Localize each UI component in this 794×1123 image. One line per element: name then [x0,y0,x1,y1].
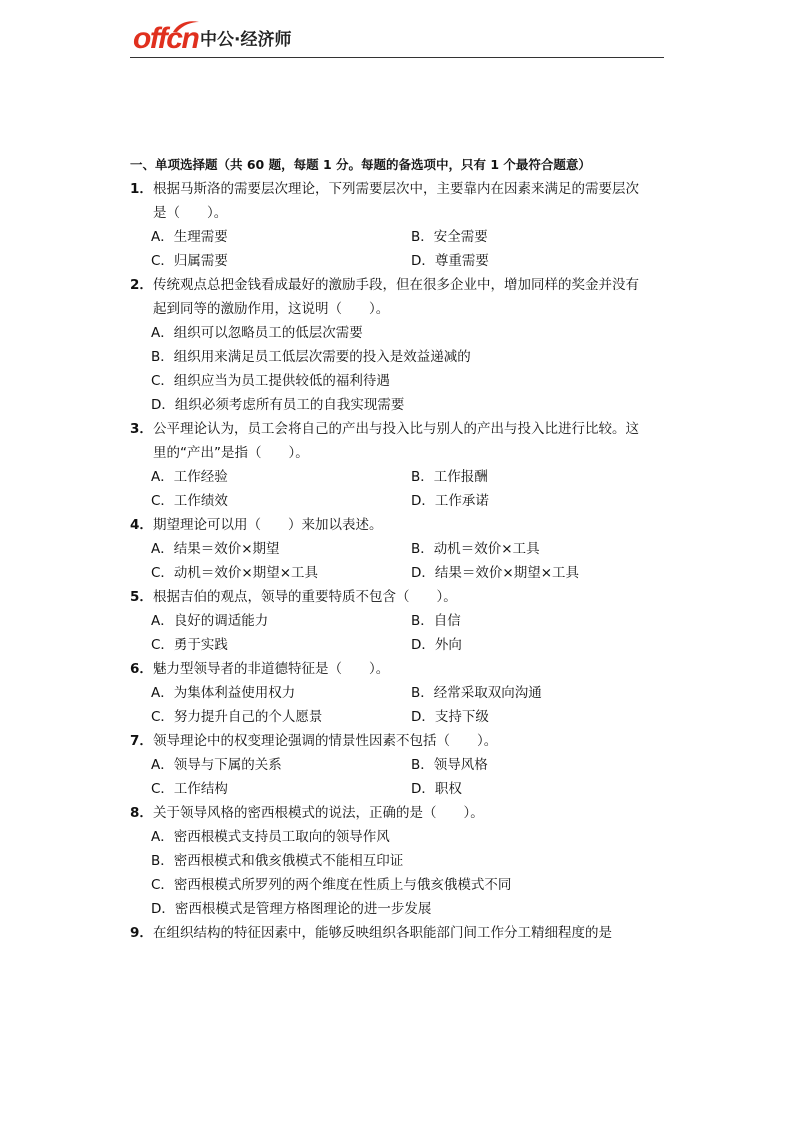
question [130,801,670,921]
question [130,921,670,945]
option: B．组织用来满足员工低层次需要的投入是效益递减的 [151,349,471,365]
question [130,417,670,513]
question-number: 8． [130,805,153,821]
question-text: 里的“产出”是指（ ）。 [153,445,309,461]
option: C．组织应当为员工提供较低的福利待遇 [151,373,390,389]
question [130,657,670,729]
option: A．组织可以忽略员工的低层次需要 [151,325,363,341]
question-text: 期望理论可以用（ ）来加以表述。 [153,517,383,533]
question-text: 根据吉伯的观点，领导的重要特质不包含（ ）。 [153,589,457,605]
question [130,729,670,801]
option: B．经常采取双向沟通 [411,685,542,701]
option: C．工作结构 [151,781,228,797]
option: D．组织必须考虑所有员工的自我实现需要 [151,397,405,413]
question-text: 起到同等的激励作用，这说明（ ）。 [153,301,390,317]
option: D．支持下级 [411,709,489,725]
question-text: 传统观点总把金钱看成最好的激励手段，但在很多企业中，增加同样的奖金并没有 [153,277,639,293]
question [130,177,670,273]
option: B．动机＝效价×工具 [411,541,540,557]
question-text: 在组织结构的特征因素中，能够反映组织各职能部门间工作分工精细程度的是 [153,925,612,941]
option: B．密西根模式和俄亥俄模式不能相互印证 [151,853,404,869]
exam-content [130,153,670,945]
option: C．动机＝效价×期望×工具 [151,565,319,581]
option: B．工作报酬 [411,469,488,485]
question [130,273,670,417]
option: A．生理需要 [151,229,228,245]
option: A．密西根模式支持员工取向的领导作风 [151,829,390,845]
page-header [133,20,664,56]
option: D．职权 [411,781,462,797]
header-divider [130,57,664,58]
option: D．尊重需要 [411,253,489,269]
question-number: 9． [130,925,153,941]
question-number: 2． [130,277,153,293]
question-number: 3． [130,421,153,437]
question-number: 5． [130,589,153,605]
question-text: 关于领导风格的密西根模式的说法，正确的是（ ）。 [153,805,484,821]
option: A．工作经验 [151,469,228,485]
offcn-logo: offcn [133,22,199,55]
logo-swoosh-icon [171,20,201,34]
option: C．工作绩效 [151,493,228,509]
option: A．良好的调适能力 [151,613,269,629]
option: C．勇于实践 [151,637,228,653]
option: B．领导风格 [411,757,488,773]
brand-name: 中公·经济师 [200,30,292,50]
option: D．密西根模式是管理方格图理论的进一步发展 [151,901,432,917]
option: B．自信 [411,613,461,629]
option: A．结果＝效价×期望 [151,541,280,557]
option: D．结果＝效价×期望×工具 [411,565,580,581]
question-number: 4． [130,517,153,533]
question [130,585,670,657]
question-text: 领导理论中的权变理论强调的情景性因素不包括（ ）。 [153,733,498,749]
question-text: 公平理论认为，员工会将自己的产出与投入比与别人的产出与投入比进行比较。这 [153,421,639,437]
option: D．外向 [411,637,462,653]
option: A．为集体利益使用权力 [151,685,296,701]
question-text: 是（ ）。 [153,205,228,221]
question [130,513,670,585]
question-text: 根据马斯洛的需要层次理论，下列需要层次中，主要靠内在因素来满足的需要层次 [153,181,639,197]
option: D．工作承诺 [411,493,489,509]
question-text: 魅力型领导者的非道德特征是（ ）。 [153,661,390,677]
question-number: 1． [130,181,153,197]
option: A．领导与下属的关系 [151,757,282,773]
option: C．归属需要 [151,253,228,269]
question-number: 7． [130,733,153,749]
section-title: 一、单项选择题（共 60 题，每题 1 分。每题的备选项中，只有 1 个最符合题意） [130,157,591,172]
option: C．密西根模式所罗列的两个维度在性质上与俄亥俄模式不同 [151,877,512,893]
option: C．努力提升自己的个人愿景 [151,709,323,725]
option: B．安全需要 [411,229,488,245]
question-number: 6． [130,661,153,677]
